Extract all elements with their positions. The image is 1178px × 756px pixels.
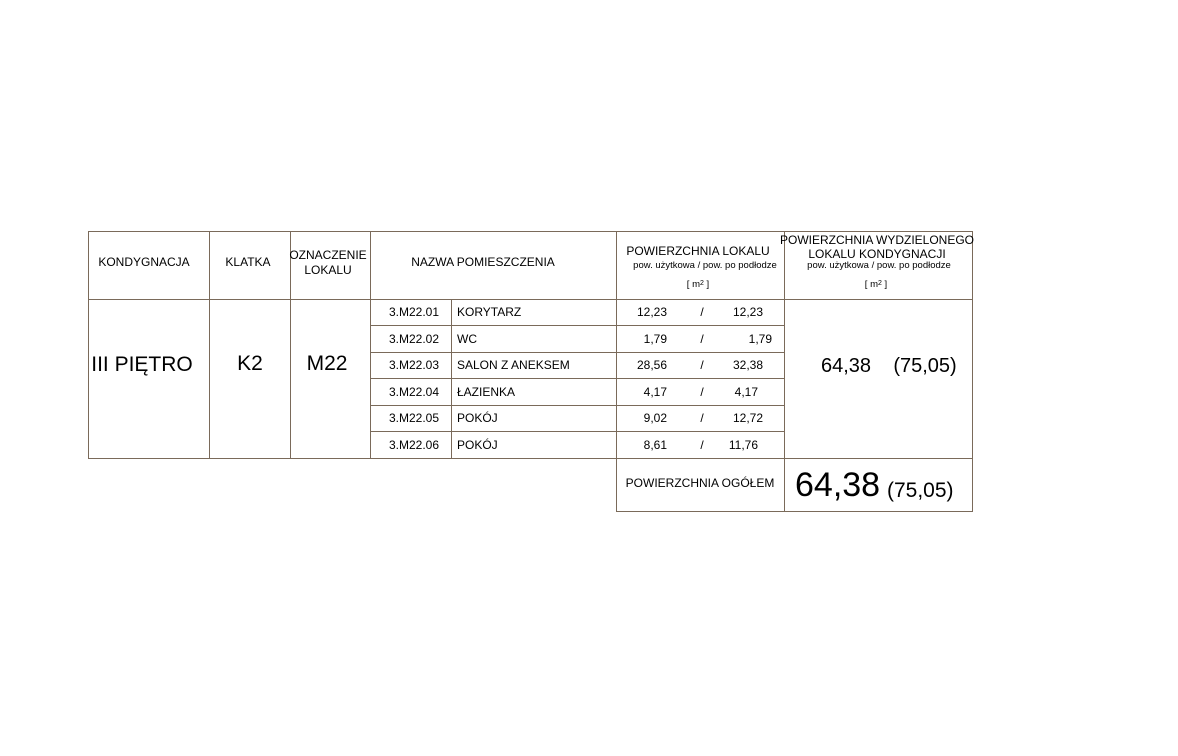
kondygnacja-value: III PIĘTRO [91,353,193,376]
header-pow-wydz-sub: pow. użytkowa / pow. po podłodze [807,260,951,271]
header-pow-lokalu-title: POWIERZCHNIA LOKALU [626,244,770,258]
row-divider [370,325,784,326]
room-uzytkowa: 1,79 [643,332,667,346]
room-separator: / [700,305,704,319]
col-divider [290,231,291,459]
room-id: 3.M22.02 [388,332,440,346]
room-uzytkowa: 9,02 [643,411,667,425]
room-id: 3.M22.01 [388,305,440,319]
room-separator: / [700,438,704,452]
room-id: 3.M22.04 [388,385,440,399]
header-pow-lokalu-unit: [ $m^2$ ] [686,279,710,290]
header-oznaczenie-line1: OZNACZENIE [289,248,367,262]
col-divider [616,231,617,512]
header-nazwa: NAZWA POMIESZCZENIA [411,255,555,269]
row-divider [370,405,784,406]
oznaczenie-value: M22 [306,352,348,375]
wydzielona-uzytkowa-value: 64,38 [820,355,872,377]
room-podloga: 1,79 [748,332,772,346]
room-name: POKÓJ [457,411,498,425]
total-uzytkowa-value: 64,38 [795,466,881,504]
row-divider [370,431,784,432]
row-divider [370,378,784,379]
col-divider [784,231,785,512]
header-pow-wydz-line1: POWIERZCHNIA WYDZIELONEGO [779,233,975,247]
room-name: SALON Z ANEKSEM [457,358,570,372]
room-id: 3.M22.03 [388,358,440,372]
header-pow-lokalu-sub: pow. użytkowa / pow. po podłodze [633,260,777,271]
room-uzytkowa: 28,56 [636,358,667,372]
room-podloga: 11,76 [728,438,758,452]
col-divider [209,231,210,459]
header-klatka: KLATKA [225,255,271,269]
table-border-right [972,231,973,512]
room-separator: / [700,358,704,372]
header-pow-wydz-line2: LOKALU KONDYGNACJI [808,247,946,261]
row-divider [370,352,784,353]
body-bottom-border [88,458,973,459]
table-border-top [88,231,973,232]
room-separator: / [700,411,704,425]
room-separator: / [700,385,704,399]
room-name: POKÓJ [457,438,498,452]
room-podloga: 32,38 [732,358,763,372]
total-label: POWIERZCHNIA OGÓŁEM [625,476,775,490]
table-border-left [88,231,89,459]
room-uzytkowa: 4,17 [643,385,667,399]
header-oznaczenie-line2: LOKALU [304,263,352,277]
total-bottom-border [616,511,973,512]
col-divider [370,231,371,459]
room-id: 3.M22.05 [388,411,440,425]
header-pow-wydz-unit: [ $m^2$ ] [864,279,888,290]
room-uzytkowa: 12,23 [636,305,667,319]
room-id: 3.M22.06 [388,438,440,452]
total-podloga-value: (75,05) [887,479,954,502]
room-name: KORYTARZ [457,305,522,319]
room-name: ŁAZIENKA [457,385,516,399]
header-bottom-border [88,299,973,300]
room-separator: / [700,332,704,346]
wydzielona-podloga-value: (75,05) [893,355,957,377]
room-podloga: 12,72 [732,411,763,425]
col-divider [451,299,452,459]
room-podloga: 4,17 [734,385,758,399]
header-kondygnacja: KONDYGNACJA [98,255,190,269]
room-uzytkowa: 8,61 [643,438,667,452]
klatka-value: K2 [237,352,263,375]
room-name: WC [457,332,477,346]
room-podloga: 12,23 [732,305,763,319]
